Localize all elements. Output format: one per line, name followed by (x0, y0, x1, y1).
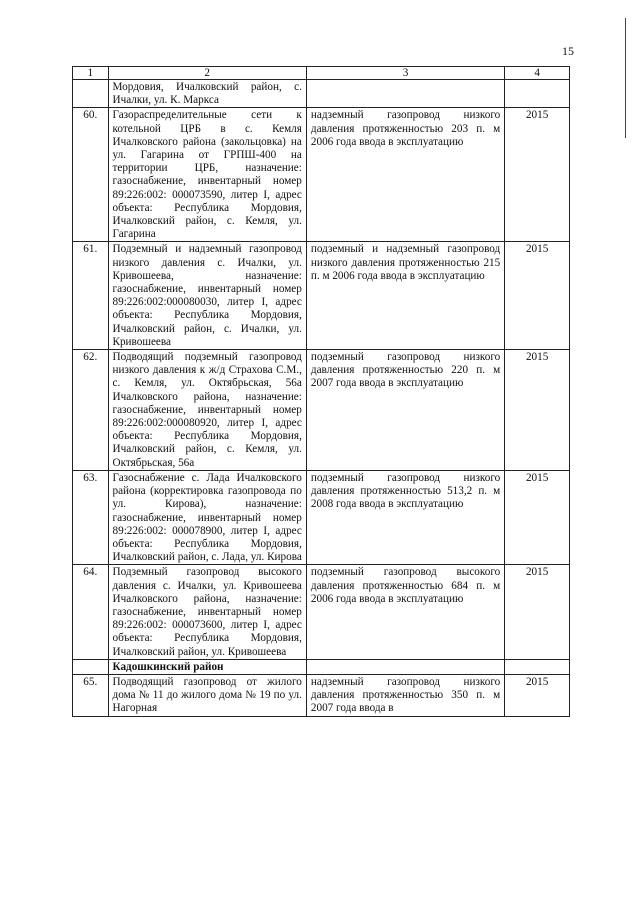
object-name: Подземный и надземный газопровод низкого давления с. Ичалки, ул. Кривошеева, назначение: газоснабжение, инвентарный номер 89:226:002:000080030, литер I, адрес объекта: Республика Мордовия, Ичалковский район, с. Ичалки, ул. Кривошеева (108, 242, 306, 350)
row-number: 61. (73, 242, 109, 350)
object-name: Газораспределительные сети к котельной ЦРБ в с. Кемля Ичалковского района (закольцовка) на ул. Гагарина от ГРПШ-400 на территории ЦРБ, назначение: газоснабжение, инвентарный номер 89:226:002: 000073590, литер I, адрес объекта: Республика Мордовия, Ичалковский район, с. Кемля, ул. Гагарина (108, 108, 306, 242)
row-number: 65. (73, 674, 109, 716)
section-empty-cell (306, 659, 504, 674)
rows-group-b (73, 674, 570, 716)
header-col-1: 1 (73, 67, 109, 80)
row-number: 60. (73, 108, 109, 242)
section-empty-cell-2 (505, 659, 570, 674)
object-description: надземный газопровод низкого давления протяженностью 350 п. м 2007 года ввода в (306, 674, 504, 716)
page-number: 15 (562, 44, 574, 58)
row-number: 64. (73, 565, 109, 659)
object-description: подземный газопровод низкого давления протяженностью 220 п. м 2007 года ввода в эксплуатацию (306, 350, 504, 471)
year: 2015 (505, 108, 570, 242)
object-description: подземный газопровод высокого давления протяженностью 684 п. м 2006 года ввода в эксплуатацию (306, 565, 504, 659)
table-row (73, 674, 570, 716)
continuation-name-cell: Мордовия, Ичалковский район, с. Ичалки, ул. К. Маркса (108, 80, 306, 108)
continuation-year-cell (505, 80, 570, 108)
table-row (73, 242, 570, 350)
header-col-3: 3 (306, 67, 504, 80)
continuation-desc-cell (306, 80, 504, 108)
table-row (73, 565, 570, 659)
year: 2015 (505, 674, 570, 716)
section-num-cell (73, 659, 109, 674)
table-row (73, 108, 570, 242)
continuation-num-cell (73, 80, 109, 108)
row-number: 62. (73, 350, 109, 471)
section-title: Кадошкинский район (108, 659, 306, 674)
table-row (73, 470, 570, 564)
table-header-row (73, 67, 570, 80)
section-row (73, 659, 570, 674)
object-name: Подводящий газопровод от жилого дома № 11 до жилого дома № 19 по ул. Нагорная (108, 674, 306, 716)
property-register-table (72, 66, 570, 717)
object-name: Подземный газопровод высокого давления с. Ичалки, ул. Кривошеева Ичалковского района, назначение: газоснабжение, инвентарный номер 89:226:002: 000073600, литер I, адрес объекта: Республика Мордовия, Ичалковский район, ул. Кривошеева (108, 565, 306, 659)
rows-group-a (73, 108, 570, 659)
header-col-4: 4 (505, 67, 570, 80)
header-col-2: 2 (108, 67, 306, 80)
year: 2015 (505, 470, 570, 564)
row-number: 63. (73, 470, 109, 564)
object-name: Газоснабжение с. Лада Ичалковского района (корректировка газопровода по ул. Кирова), назначение: газоснабжение, инвентарный номер 89:226:002: 000078900, литер I, адрес объекта: Республика Мордовия, Ичалковский район, с. Лада, ул. Кирова (108, 470, 306, 564)
table-row (73, 350, 570, 471)
continuation-row (73, 80, 570, 108)
object-description: надземный газопровод низкого давления протяженностью 203 п. м 2006 года ввода в эксплуатацию (306, 108, 504, 242)
year: 2015 (505, 350, 570, 471)
object-name: Подводящий подземный газопровод низкого давления к ж/д Страхова С.М., с. Кемля, ул. Октябрьская, 56а Ичалковского района, назначение: газоснабжение, инвентарный номер 89:226:002:000080920, литер I, адрес объекта: Республика Мордовия, Ичалковский район, с. Кемля, ул. Октябрьская, 56а (108, 350, 306, 471)
object-description: подземный газопровод низкого давления протяженностью 513,2 п. м 2008 года ввода в эксплуатацию (306, 470, 504, 564)
page-edge-line (625, 18, 626, 138)
year: 2015 (505, 242, 570, 350)
object-description: подземный и надземный газопровод низкого давления протяженностью 215 п. м 2006 года ввода в эксплуатацию (306, 242, 504, 350)
year: 2015 (505, 565, 570, 659)
